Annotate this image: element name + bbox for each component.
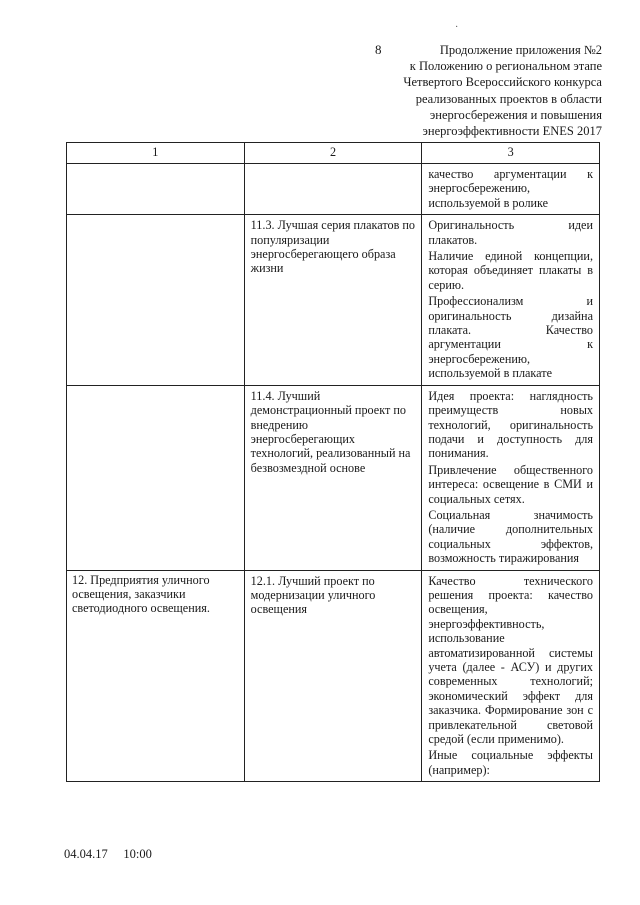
nomination-cell xyxy=(244,164,422,215)
category-cell xyxy=(67,215,245,385)
criteria-paragraph: Оригинальность идеи плакатов. xyxy=(428,218,593,247)
criteria-paragraph: Идея проекта: наглядность преимуществ новых технологий, оригинальность подачи и доступность для понимания. xyxy=(428,388,593,461)
header-line: к Положению о региональном этапе xyxy=(409,59,602,74)
header-line: реализованных проектов в области xyxy=(415,91,602,106)
category-cell xyxy=(67,385,245,570)
criteria-paragraph: Наличие единой концепции, которая объединяет плакаты в серию. xyxy=(428,249,593,292)
table-header-row xyxy=(67,143,600,164)
column-header: 3 xyxy=(422,143,600,164)
page-number: 8 xyxy=(375,42,382,57)
footer-time: 10:00 xyxy=(123,847,152,861)
criteria-paragraph: Привлечение общественного интереса: освещение в СМИ и социальных сетях. xyxy=(428,462,593,506)
appendix-header xyxy=(362,42,602,139)
header-line: энергосбережения и повышения xyxy=(429,107,602,122)
criteria-cell xyxy=(422,215,600,385)
print-footer xyxy=(64,847,152,862)
nomination-cell: 11.4. Лучший демонстрационный проект по внедрению энергосберегающих технологий, реализованный на безвозмездной основе xyxy=(244,385,422,570)
table-row xyxy=(67,164,600,215)
category-cell xyxy=(67,164,245,215)
nomination-cell: 11.3. Лучшая серия плакатов по популяризации энергосберегающего образа жизни xyxy=(244,215,422,385)
table-row xyxy=(67,215,600,385)
column-header: 1 xyxy=(67,143,245,164)
criteria-paragraph: Качество технического решения проекта: качество освещения, энергоэффективность, использование автоматизированной системы учета (далее - АСУ) и других современных технологий; экономический эффект для заказчика. Формирование зон с привлекательной световой средой (если применимо). xyxy=(428,573,593,747)
criteria-cell xyxy=(422,164,600,215)
table-row xyxy=(67,385,600,570)
scan-speck: · xyxy=(455,22,459,33)
header-line: Четвертого Всероссийского конкурса xyxy=(403,75,602,90)
header-line: Продолжение приложения №2 xyxy=(439,43,602,57)
header-line: энергоэффективности ENES 2017 xyxy=(422,124,602,139)
criteria-paragraph: Социальная значимость (наличие дополнительных социальных эффектов, возможность тиражирования xyxy=(428,507,593,566)
nomination-cell: 12.1. Лучший проект по модернизации уличного освещения xyxy=(244,570,422,782)
table-row xyxy=(67,570,600,782)
criteria-cell xyxy=(422,385,600,570)
criteria-table xyxy=(66,142,600,782)
column-header: 2 xyxy=(244,143,422,164)
criteria-paragraph: качество аргументации к энергосбережению, используемой в ролике xyxy=(428,167,593,210)
criteria-cell xyxy=(422,570,600,782)
criteria-paragraph: Иные социальные эффекты (например): xyxy=(428,748,593,777)
footer-date: 04.04.17 xyxy=(64,847,108,861)
criteria-paragraph: Профессионализм и оригинальность дизайна плаката. Качество аргументации к энергосбережению, используемой в плакате xyxy=(428,294,593,381)
category-cell: 12. Предприятия уличного освещения, заказчики светодиодного освещения. xyxy=(67,570,245,782)
